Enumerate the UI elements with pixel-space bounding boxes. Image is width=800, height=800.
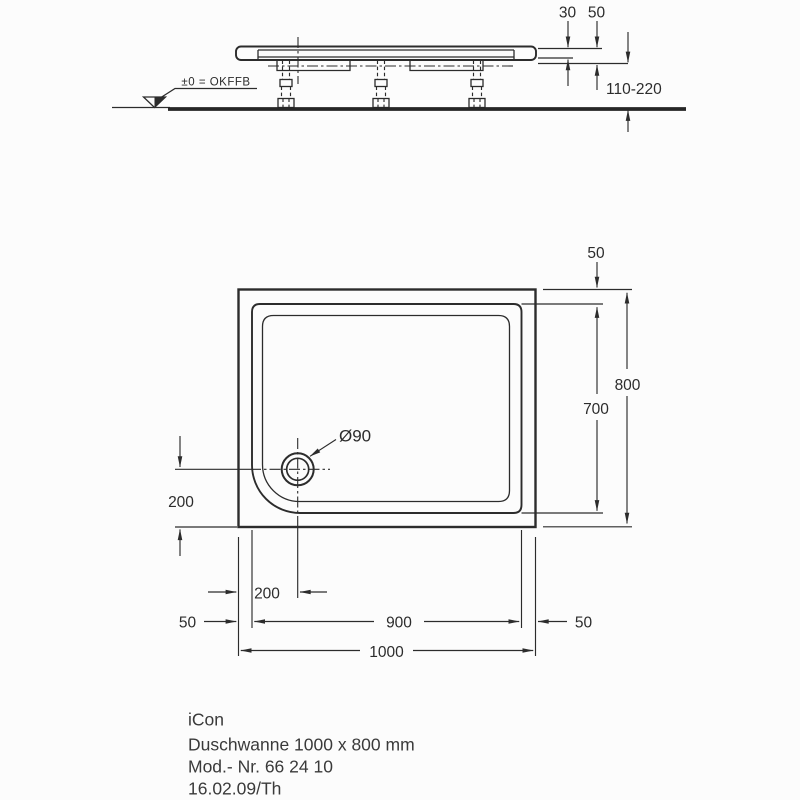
leg-foot [469, 99, 485, 108]
leg-adjuster [375, 80, 387, 87]
drain-leader-line [310, 440, 336, 457]
dim-inner-width-value: 900 [386, 614, 412, 632]
tray-rim-inner [263, 316, 510, 502]
leg-foot-detail [378, 99, 384, 108]
dim-drain-offset-left-value: 200 [168, 494, 194, 511]
leg-foot-detail [283, 99, 289, 108]
support-leg [373, 61, 389, 108]
leg-foot [278, 99, 294, 108]
leg-adjuster [471, 80, 483, 87]
dim-inner-depth-value: 700 [583, 401, 609, 418]
dim-outer-width [241, 644, 533, 661]
dim-inner-width [254, 615, 519, 632]
product-name: iCon [188, 709, 224, 730]
leg-lower-shaft [377, 87, 386, 99]
plan-view [168, 245, 641, 661]
revision-date: 16.02.09/Th [188, 778, 282, 799]
level-leader-line [157, 89, 257, 101]
leg-foot-detail [474, 99, 480, 108]
dim-edge-left-value: 50 [178, 614, 197, 632]
dim-edge-top [522, 245, 633, 304]
drain-callout [310, 427, 371, 457]
drain-diameter-label: Ø90 [339, 426, 372, 446]
leg-adjuster [280, 80, 292, 87]
bottom-extension-lines [239, 530, 536, 656]
model-number: Mod.- Nr. 66 24 10 [188, 756, 333, 777]
dim-outer-width-value: 1000 [369, 644, 404, 661]
dim-edge-right [538, 615, 592, 632]
support-leg [278, 61, 294, 108]
dim-rim-thickness-value: 30 [558, 4, 577, 22]
product-description: Duschwanne 1000 x 800 mm [188, 734, 415, 755]
dim-tray-height-value: 50 [587, 4, 606, 22]
dim-edge-top-value: 50 [587, 245, 605, 262]
tray-slab-outline [236, 47, 536, 61]
leg-upper-shaft [378, 61, 385, 80]
dim-drain-offset-left [168, 436, 237, 556]
tray-outer-edge [239, 290, 536, 528]
dim-drain-offset-bottom [208, 586, 327, 603]
support-frame [268, 61, 516, 71]
dim-drain-offset-bottom-value: 200 [254, 585, 280, 603]
leg-foot [373, 99, 389, 108]
side-dimensions [538, 5, 662, 133]
tray-rim-outer [252, 304, 522, 513]
floor-line [112, 108, 686, 110]
level-label: ±0 = OKFFB [181, 76, 251, 89]
dim-outer-depth-value: 800 [614, 377, 641, 394]
tray-profile [236, 47, 536, 61]
dim-install-height-value: 110-220 [606, 81, 662, 98]
side-view [112, 5, 686, 133]
dim-edge-right-value: 50 [574, 614, 593, 632]
floor-level-marker [144, 77, 258, 108]
leg-lower-shaft [473, 87, 482, 99]
leg-lower-shaft [282, 87, 291, 99]
title-block [188, 710, 415, 799]
dim-edge-left [179, 615, 236, 632]
